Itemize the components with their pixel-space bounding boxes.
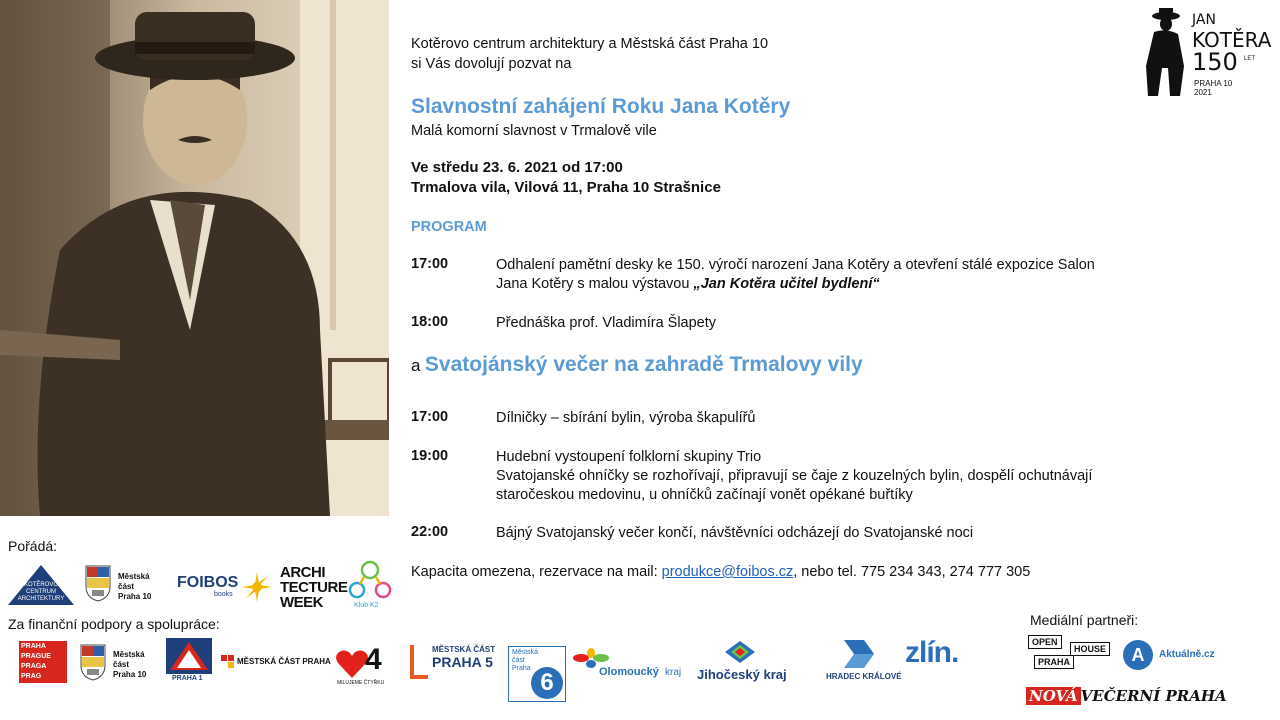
praha6-line-2: část (512, 657, 525, 664)
logo-kotera: KOTĚRA (1192, 28, 1272, 52)
logo-jan: JAN (1192, 12, 1216, 28)
praha-line-2: PRAGUE (21, 653, 51, 660)
praha10-logo-support (79, 641, 159, 683)
archweek-line-3: WEEK (280, 594, 323, 611)
program-time: 18:00 (411, 314, 449, 330)
praha10-line-2: část (113, 660, 130, 669)
kca-line-2: CENTRUM (26, 589, 56, 595)
program-item-text: Dílničky – sbírání bylin, výroba škapulířů (496, 410, 756, 426)
aktualne-text: Aktuálně.cz (1159, 649, 1215, 660)
praha4-logo (335, 643, 391, 687)
kca-line-1: KOTĚROVO (23, 582, 58, 588)
open-house-praha-logo (1028, 635, 1110, 671)
logo-year: 2021 (1194, 88, 1212, 97)
portrait-photo (0, 0, 389, 516)
praha4-number: 4 (365, 643, 382, 676)
event-title: Slavnostní zahájení Roku Jana Kotěry (411, 95, 791, 118)
program-time: 17:00 (411, 256, 449, 272)
praha10-line-3: Praha 10 (113, 670, 147, 679)
hradec-kralove-logo (826, 640, 902, 684)
praha10-coat-of-arms-icon (84, 564, 112, 602)
logo-praha10: PRAHA 10 (1194, 79, 1233, 88)
capacity-suffix: , nebo tel. 775 234 343, 274 777 305 (793, 564, 1031, 580)
program-item-text: Odhalení pamětní desky ke 150. výročí narození Jana Kotěry a otevření stálé expozice Salon (496, 257, 1095, 273)
klub-k2-circles-icon (348, 560, 392, 602)
praha6-text (512, 649, 538, 673)
openhouse-line-1: OPEN (1028, 635, 1062, 649)
architecture-week-logo (280, 565, 347, 610)
program-item-text: Bájný Svatojanský večer končí, návštěvníci odcházejí do Svatojanské noci (496, 525, 974, 541)
aktualne-logo (1123, 640, 1233, 672)
mc-praha-text: MĚSTSKÁ ČÁST PRAHA (237, 657, 331, 666)
logo-150: 150 (1192, 48, 1238, 76)
praha5-bar-bottom (410, 675, 428, 679)
heart-icon (335, 649, 369, 679)
program-time: 19:00 (411, 448, 449, 464)
program-time: 17:00 (411, 409, 449, 425)
mc-praha-squares-icon (221, 655, 235, 669)
reservation-email-link[interactable]: produkce@foibos.cz (661, 564, 794, 580)
praha1-emblem-icon (166, 638, 212, 674)
praha10-text (113, 650, 146, 680)
praha-city-logo (19, 641, 67, 683)
hradec-emblem-icon (844, 640, 874, 668)
praha6-number: 6 (531, 667, 563, 699)
section2-prefix: a (411, 356, 421, 375)
praha6-line-1: Městská (512, 649, 539, 656)
program-time: 22:00 (411, 524, 449, 540)
vecerni-nova: NOVÁ (1026, 687, 1081, 705)
olomoucky-kraj-logo (573, 648, 691, 682)
praha10-logo (84, 562, 164, 604)
exhibition-title: „Jan Kotěra učitel bydlení“ (693, 276, 880, 292)
archweek-line-2: TECTURE (280, 579, 348, 596)
praha1-text: PRAHA 1 (172, 675, 203, 682)
praha10-coat-of-arms-icon (79, 643, 107, 681)
archweek-line-1: ARCHI (280, 564, 325, 581)
program-item-text-2 (496, 275, 880, 295)
kotera-silhouette-icon (1140, 6, 1190, 98)
vecerni-rest: VEČERNÍ PRAHA (1080, 687, 1227, 705)
aktualne-a-icon: A (1123, 640, 1153, 670)
praha-line-1: PRAHA (21, 643, 46, 650)
openhouse-line-3: PRAHA (1034, 655, 1074, 669)
supporters-label: Za finanční podpory a spolupráce: (8, 616, 220, 632)
intro-line-2: si Vás dovolují pozvat na (411, 56, 572, 72)
praha10-line-2: část (118, 582, 135, 591)
praha5-top: MĚSTSKÁ ČÁST (432, 645, 496, 654)
program-item-text: Přednáška prof. Vladimíra Šlapety (496, 315, 717, 331)
program-item-text: staročeskou medovinu, u ohníčků začínají vonět opékané buřtíky (496, 487, 913, 503)
jihocesky-text: Jihočeský kraj (697, 667, 787, 682)
program-item-text: Hudební vystoupení folklorní skupiny Trio (496, 449, 762, 465)
olomoucky-kraj: kraj (665, 667, 682, 678)
capacity-prefix: Kapacita omezena, rezervace na mail: (411, 564, 662, 580)
klub-k2-logo (348, 560, 392, 612)
program-item-text: Svatojanské ohníčky se rozhořívají, připravují se čaje z kouzelných bylin, dospělí ochutnávají (496, 468, 1093, 484)
praha10-line-1: Městská (113, 650, 145, 659)
praha5-bar (410, 645, 414, 679)
jihocesky-kraj-logo (697, 641, 797, 685)
praha1-logo (166, 638, 212, 684)
section2-title: Svatojánský večer na zahradě Trmalovy vily (424, 353, 863, 376)
organizers-label: Pořádá: (8, 538, 58, 554)
event-place: Trmalova vila, Vilová 11, Praha 10 Strašnice (411, 179, 721, 196)
foibos-sun-icon (242, 572, 272, 602)
olomoucky-text: Olomoucký (599, 666, 659, 678)
foibos-logo: FOIBOS (177, 574, 239, 591)
praha-line-4: PRAG (21, 673, 42, 680)
event-subtitle: Malá komorní slavnost v Trmalově vile (411, 123, 657, 139)
zlin-logo: zlín. (905, 636, 959, 669)
praha5-bottom: PRAHA 5 (432, 654, 493, 670)
kca-logo (8, 565, 74, 605)
kca-line-3: ARCHITEKTURY (17, 596, 65, 602)
kca-text (16, 582, 66, 603)
kotera-150-logo (1140, 6, 1276, 98)
event-date: Ve středu 23. 6. 2021 od 17:00 (411, 159, 623, 176)
capacity-line (411, 563, 1030, 583)
praha6-logo (508, 646, 566, 702)
praha4-sub: MILUJEME ČTYŘKU (337, 680, 385, 686)
section2-heading (411, 353, 863, 377)
hradec-text: HRADEC KRÁLOVÉ (826, 672, 902, 681)
praha6-line-3: Praha (512, 665, 531, 672)
logo-let: LET (1244, 56, 1256, 62)
jihocesky-diamond-icon (725, 641, 755, 663)
praha10-line-1: Městská (118, 572, 150, 581)
media-label: Mediální partneři: (1030, 612, 1139, 628)
praha10-text (118, 572, 151, 602)
program-label: PROGRAM (411, 219, 487, 235)
mc-praha-logo (221, 655, 331, 669)
klub-k2-text: Klub K2 (354, 602, 379, 609)
openhouse-line-2: HOUSE (1070, 642, 1110, 656)
praha10-line-3: Praha 10 (118, 592, 152, 601)
foibos-books: books (214, 591, 233, 598)
vecerni-praha-logo (1026, 687, 1227, 705)
intro-line-1: Kotěrovo centrum architektury a Městská část Praha 10 (411, 36, 769, 52)
praha-line-3: PRAGA (21, 663, 47, 670)
program-item-prefix: Jana Kotěry s malou výstavou (496, 276, 694, 292)
praha5-logo (410, 645, 502, 681)
